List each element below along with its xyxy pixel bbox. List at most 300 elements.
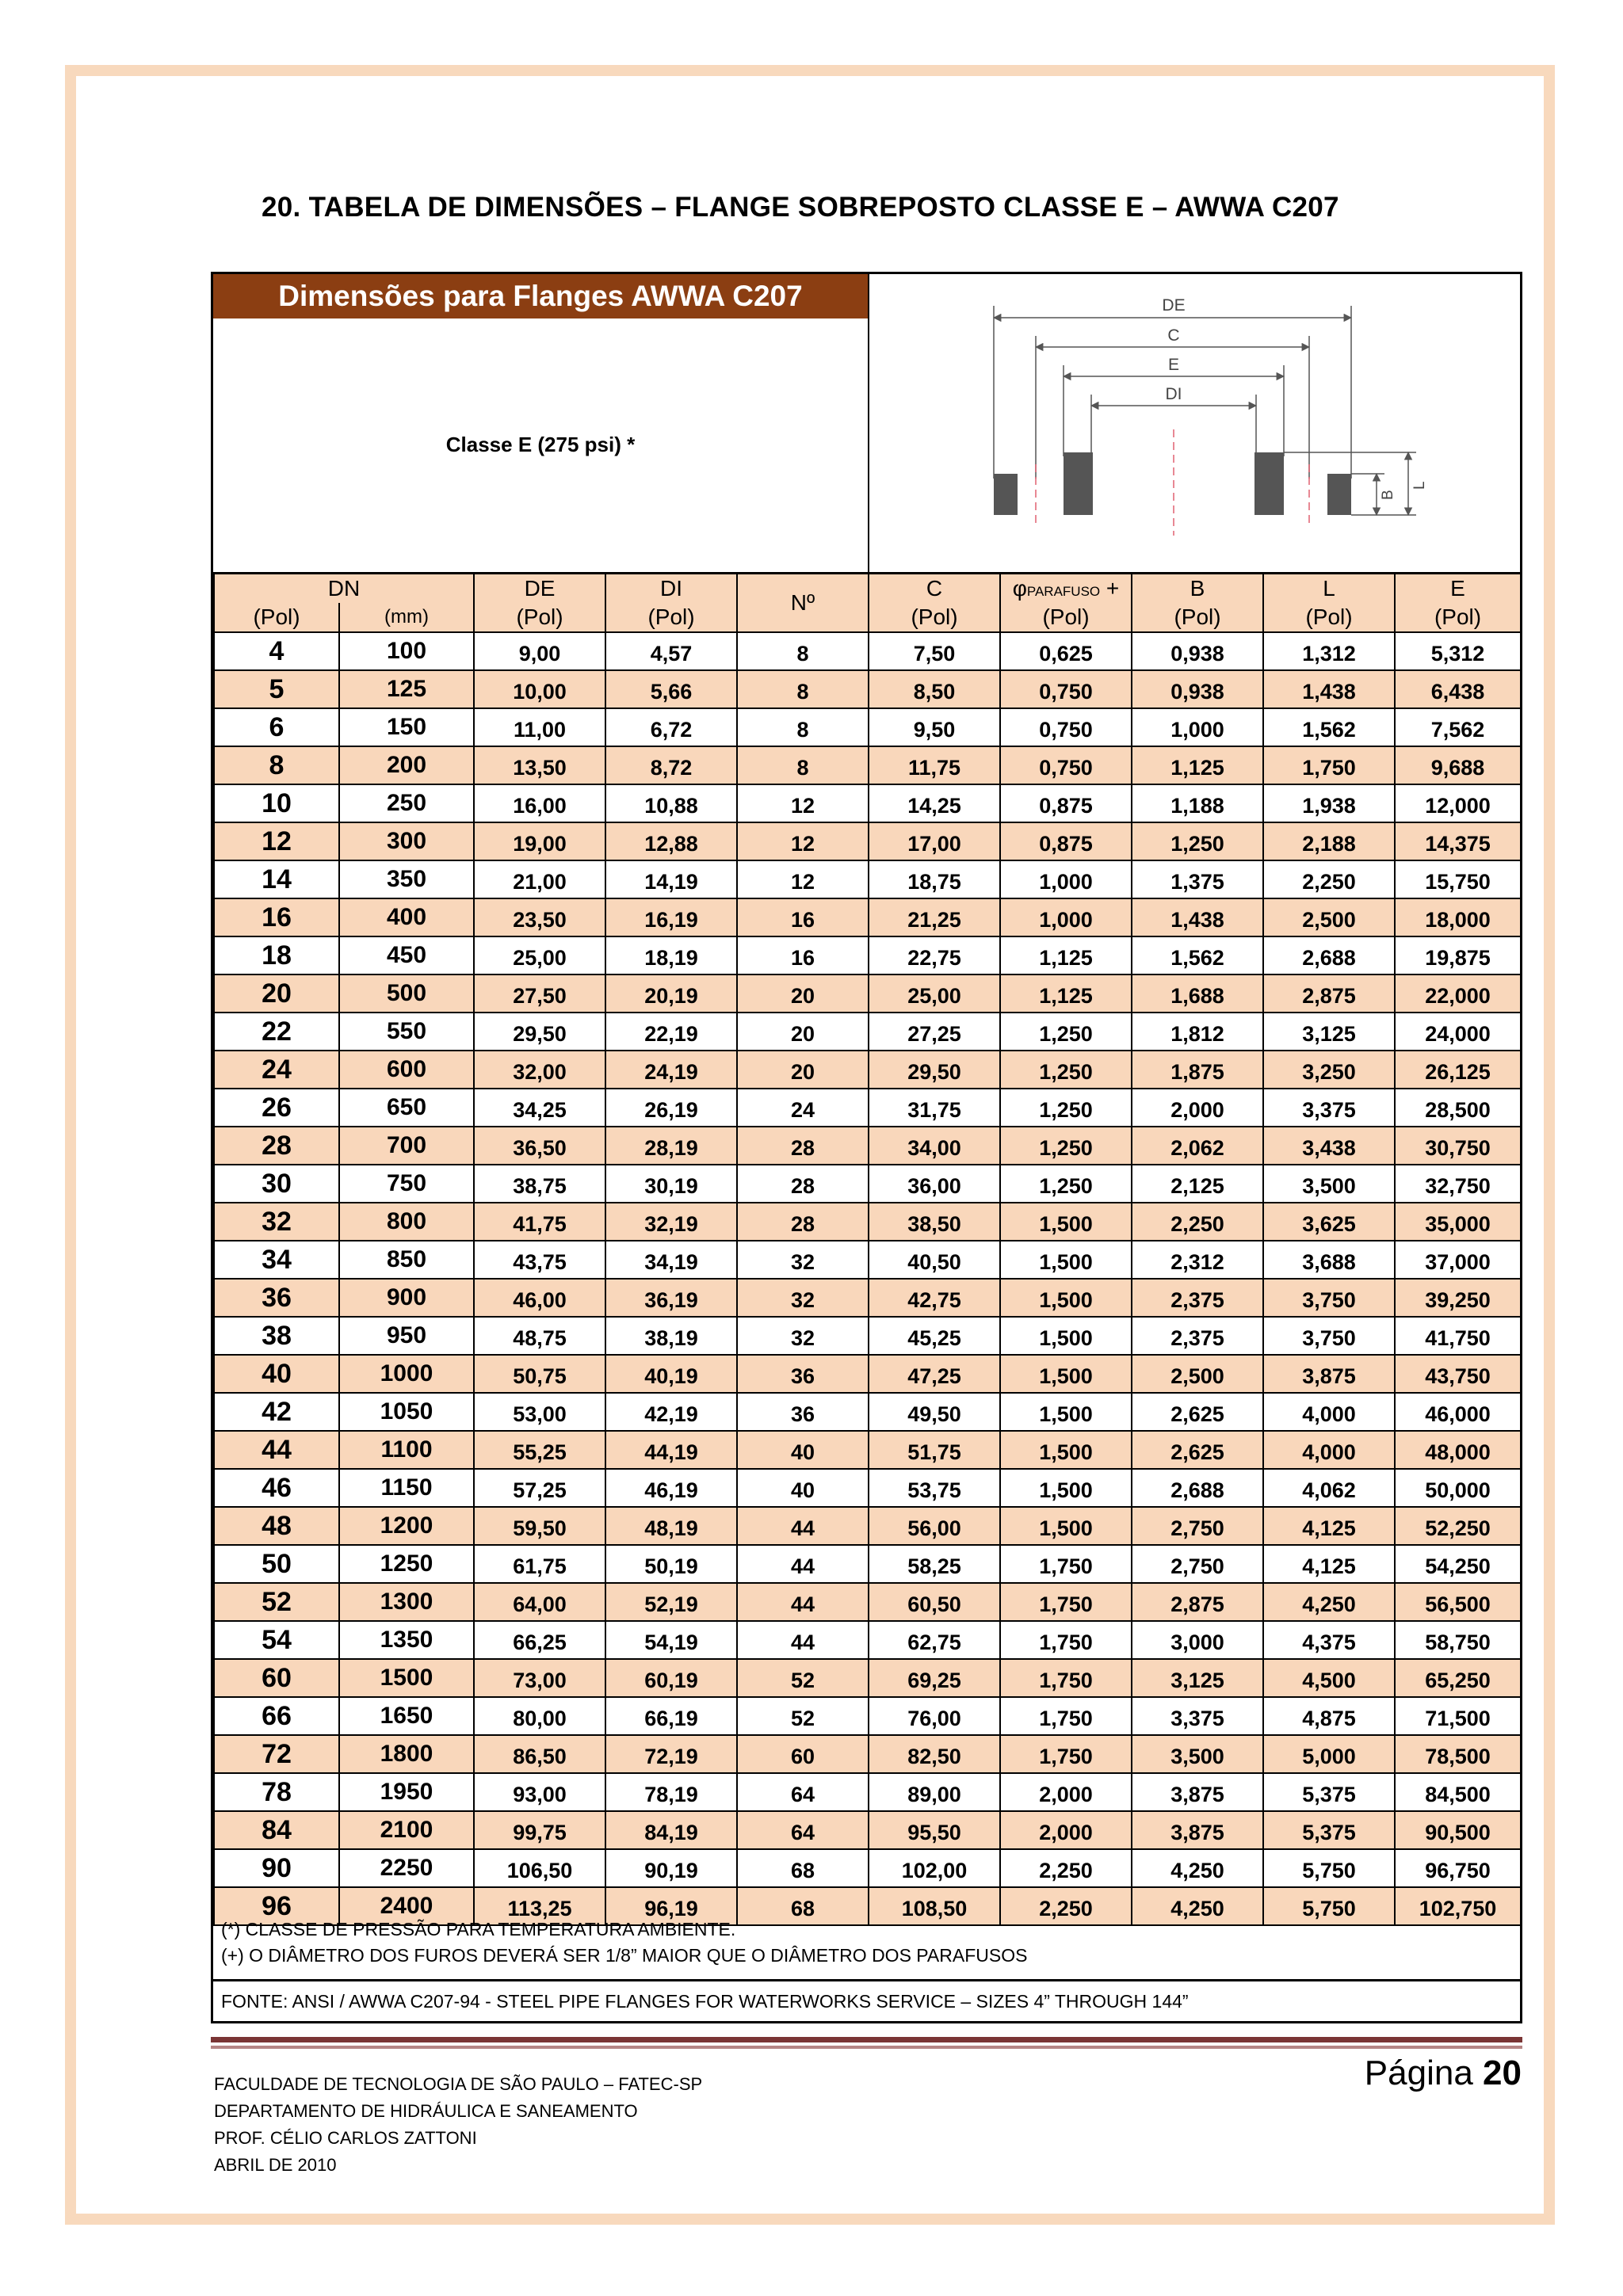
cell-bolt-count: 44 xyxy=(737,1621,869,1659)
cell-c: 22,75 xyxy=(869,936,1000,974)
cell-e: 32,750 xyxy=(1395,1165,1521,1203)
cell-l: 5,000 xyxy=(1263,1735,1395,1773)
cell-dn-mm: 400 xyxy=(339,898,474,936)
cell-dn-pol: 30 xyxy=(214,1165,339,1203)
label-e: E xyxy=(1167,356,1180,374)
cell-dn-mm: 350 xyxy=(339,860,474,898)
cell-bolt-count: 12 xyxy=(737,860,869,898)
cell-dn-mm: 250 xyxy=(339,784,474,822)
cell-dn-pol: 50 xyxy=(214,1545,339,1583)
plus-mark: + xyxy=(1100,576,1120,601)
cell-b: 3,375 xyxy=(1132,1697,1263,1735)
cell-e: 37,000 xyxy=(1395,1241,1521,1279)
cell-bolt-count: 12 xyxy=(737,822,869,860)
cell-l: 3,750 xyxy=(1263,1279,1395,1317)
cell-l: 4,125 xyxy=(1263,1507,1395,1545)
cell-b: 1,250 xyxy=(1132,822,1263,860)
cell-bolt-count: 40 xyxy=(737,1469,869,1507)
cell-l: 4,000 xyxy=(1263,1431,1395,1469)
cell-di: 18,19 xyxy=(605,936,737,974)
cell-di: 5,66 xyxy=(605,670,737,708)
cell-l: 3,375 xyxy=(1263,1089,1395,1127)
cell-b: 1,188 xyxy=(1132,784,1263,822)
cell-de: 11,00 xyxy=(474,708,605,746)
cell-bolt-diameter: 1,125 xyxy=(1000,974,1132,1013)
cell-b: 2,500 xyxy=(1132,1355,1263,1393)
cell-de: 32,00 xyxy=(474,1051,605,1089)
cell-bolt-diameter: 1,500 xyxy=(1000,1203,1132,1241)
cell-bolt-diameter: 0,750 xyxy=(1000,708,1132,746)
cell-b: 2,375 xyxy=(1132,1279,1263,1317)
cell-b: 2,000 xyxy=(1132,1089,1263,1127)
cell-bolt-count: 16 xyxy=(737,936,869,974)
cell-di: 50,19 xyxy=(605,1545,737,1583)
cell-c: 17,00 xyxy=(869,822,1000,860)
cell-de: 113,25 xyxy=(474,1887,605,1925)
cell-di: 20,19 xyxy=(605,974,737,1013)
cell-dn-mm: 300 xyxy=(339,822,474,860)
cell-di: 90,19 xyxy=(605,1849,737,1887)
cell-bolt-diameter: 0,625 xyxy=(1000,632,1132,670)
cell-de: 73,00 xyxy=(474,1659,605,1697)
footer-date: ABRIL DE 2010 xyxy=(214,2155,337,2175)
cell-bolt-count: 44 xyxy=(737,1507,869,1545)
cell-b: 2,375 xyxy=(1132,1317,1263,1355)
cell-dn-pol: 38 xyxy=(214,1317,339,1355)
cell-b: 1,125 xyxy=(1132,746,1263,784)
cell-b: 1,000 xyxy=(1132,708,1263,746)
cell-e: 7,562 xyxy=(1395,708,1521,746)
cell-e: 6,438 xyxy=(1395,670,1521,708)
cell-l: 1,938 xyxy=(1263,784,1395,822)
cell-bolt-count: 32 xyxy=(737,1279,869,1317)
cell-bolt-count: 12 xyxy=(737,784,869,822)
cell-de: 43,75 xyxy=(474,1241,605,1279)
cell-bolt-diameter: 1,750 xyxy=(1000,1735,1132,1773)
cell-c: 21,25 xyxy=(869,898,1000,936)
cell-dn-mm: 850 xyxy=(339,1241,474,1279)
document-title: 20. TABELA DE DIMENSÕES – FLANGE SOBREPOSTO CLASSE E – AWWA C207 xyxy=(262,192,1339,223)
cell-bolt-count: 8 xyxy=(737,708,869,746)
cell-e: 102,750 xyxy=(1395,1887,1521,1925)
cell-e: 41,750 xyxy=(1395,1317,1521,1355)
cell-bolt-diameter: 2,000 xyxy=(1000,1811,1132,1849)
cell-e: 35,000 xyxy=(1395,1203,1521,1241)
cell-c: 51,75 xyxy=(869,1431,1000,1469)
table-row xyxy=(214,898,1521,936)
cell-dn-mm: 2250 xyxy=(339,1849,474,1887)
cell-c: 7,50 xyxy=(869,632,1000,670)
cell-de: 55,25 xyxy=(474,1431,605,1469)
cell-b: 2,750 xyxy=(1132,1507,1263,1545)
cell-e: 22,000 xyxy=(1395,974,1521,1013)
cell-bolt-count: 36 xyxy=(737,1393,869,1431)
cell-di: 38,19 xyxy=(605,1317,737,1355)
table-row xyxy=(214,1203,1521,1241)
table-row xyxy=(214,1659,1521,1697)
footer-professor: PROF. CÉLIO CARLOS ZATTONI xyxy=(214,2128,477,2148)
cell-l: 1,438 xyxy=(1263,670,1395,708)
cell-bolt-count: 64 xyxy=(737,1811,869,1849)
cell-di: 8,72 xyxy=(605,746,737,784)
phi-symbol: φ xyxy=(1012,576,1027,601)
cell-de: 57,25 xyxy=(474,1469,605,1507)
cell-c: 62,75 xyxy=(869,1621,1000,1659)
cell-b: 1,562 xyxy=(1132,936,1263,974)
cell-di: 78,19 xyxy=(605,1773,737,1811)
cell-dn-pol: 78 xyxy=(214,1773,339,1811)
cell-dn-mm: 1800 xyxy=(339,1735,474,1773)
col-dn: DN xyxy=(214,574,474,603)
cell-b: 2,250 xyxy=(1132,1203,1263,1241)
cell-bolt-diameter: 1,500 xyxy=(1000,1241,1132,1279)
cell-bolt-count: 52 xyxy=(737,1659,869,1697)
cell-dn-mm: 700 xyxy=(339,1127,474,1165)
cell-di: 60,19 xyxy=(605,1659,737,1697)
cell-b: 3,875 xyxy=(1132,1773,1263,1811)
cell-l: 4,500 xyxy=(1263,1659,1395,1697)
cell-dn-mm: 125 xyxy=(339,670,474,708)
unit-parafuso: (Pol) xyxy=(1000,603,1132,632)
cell-bolt-count: 20 xyxy=(737,974,869,1013)
table-row xyxy=(214,670,1521,708)
cell-b: 3,875 xyxy=(1132,1811,1263,1849)
label-b: B xyxy=(1380,490,1396,500)
cell-de: 66,25 xyxy=(474,1621,605,1659)
unit-dn-mm: (mm) xyxy=(339,603,474,632)
cell-e: 5,312 xyxy=(1395,632,1521,670)
cell-dn-pol: 60 xyxy=(214,1659,339,1697)
cell-dn-pol: 44 xyxy=(214,1431,339,1469)
cell-de: 53,00 xyxy=(474,1393,605,1431)
cell-c: 82,50 xyxy=(869,1735,1000,1773)
cell-c: 29,50 xyxy=(869,1051,1000,1089)
cell-l: 3,625 xyxy=(1263,1203,1395,1241)
table-row xyxy=(214,1013,1521,1051)
cell-l: 4,375 xyxy=(1263,1621,1395,1659)
flange-dimensions-table xyxy=(213,573,1522,1926)
cell-e: 84,500 xyxy=(1395,1773,1521,1811)
footer-institution: FACULDADE DE TECNOLOGIA DE SÃO PAULO – FATEC-SP xyxy=(214,2074,703,2094)
cell-dn-pol: 34 xyxy=(214,1241,339,1279)
cell-dn-pol: 28 xyxy=(214,1127,339,1165)
cell-dn-pol: 42 xyxy=(214,1393,339,1431)
table-row xyxy=(214,1545,1521,1583)
cell-bolt-count: 28 xyxy=(737,1203,869,1241)
cell-dn-pol: 72 xyxy=(214,1735,339,1773)
table-row xyxy=(214,784,1521,822)
cell-bolt-count: 8 xyxy=(737,632,869,670)
table-row xyxy=(214,708,1521,746)
col-no: Nº xyxy=(737,574,869,632)
col-l: L xyxy=(1263,574,1395,603)
cell-dn-pol: 5 xyxy=(214,670,339,708)
cell-bolt-count: 20 xyxy=(737,1051,869,1089)
cell-bolt-diameter: 1,500 xyxy=(1000,1355,1132,1393)
cell-c: 14,25 xyxy=(869,784,1000,822)
cell-di: 36,19 xyxy=(605,1279,737,1317)
cell-de: 19,00 xyxy=(474,822,605,860)
cell-dn-pol: 46 xyxy=(214,1469,339,1507)
cell-dn-pol: 48 xyxy=(214,1507,339,1545)
cell-dn-pol: 20 xyxy=(214,974,339,1013)
cell-c: 27,25 xyxy=(869,1013,1000,1051)
label-di: DI xyxy=(1165,385,1182,403)
cell-b: 3,500 xyxy=(1132,1735,1263,1773)
cell-l: 1,312 xyxy=(1263,632,1395,670)
table-row xyxy=(214,936,1521,974)
cell-dn-pol: 18 xyxy=(214,936,339,974)
page-label: Página xyxy=(1364,2054,1473,2092)
cell-dn-mm: 900 xyxy=(339,1279,474,1317)
cell-c: 36,00 xyxy=(869,1165,1000,1203)
cell-e: 56,500 xyxy=(1395,1583,1521,1621)
table-row xyxy=(214,1051,1521,1089)
cell-b: 2,875 xyxy=(1132,1583,1263,1621)
col-parafuso xyxy=(1000,574,1132,603)
cell-de: 48,75 xyxy=(474,1317,605,1355)
cell-bolt-diameter: 1,250 xyxy=(1000,1013,1132,1051)
table-notes xyxy=(213,1909,1520,1981)
cell-b: 2,750 xyxy=(1132,1545,1263,1583)
cell-b: 2,312 xyxy=(1132,1241,1263,1279)
cell-b: 0,938 xyxy=(1132,632,1263,670)
cell-e: 12,000 xyxy=(1395,784,1521,822)
table-row xyxy=(214,1355,1521,1393)
table-row xyxy=(214,1089,1521,1127)
cell-l: 2,188 xyxy=(1263,822,1395,860)
cell-dn-mm: 1350 xyxy=(339,1621,474,1659)
cell-dn-pol: 66 xyxy=(214,1697,339,1735)
col-e: E xyxy=(1395,574,1521,603)
table-row xyxy=(214,1279,1521,1317)
cell-de: 61,75 xyxy=(474,1545,605,1583)
cell-bolt-count: 60 xyxy=(737,1735,869,1773)
cell-dn-mm: 1100 xyxy=(339,1431,474,1469)
cell-de: 16,00 xyxy=(474,784,605,822)
table-row xyxy=(214,1621,1521,1659)
cell-di: 46,19 xyxy=(605,1469,737,1507)
cell-de: 34,25 xyxy=(474,1089,605,1127)
cell-de: 46,00 xyxy=(474,1279,605,1317)
cell-bolt-count: 16 xyxy=(737,898,869,936)
cell-l: 3,125 xyxy=(1263,1013,1395,1051)
label-l: L xyxy=(1411,481,1428,490)
cell-dn-mm: 800 xyxy=(339,1203,474,1241)
cell-di: 96,19 xyxy=(605,1887,737,1925)
table-row xyxy=(214,1393,1521,1431)
cell-e: 90,500 xyxy=(1395,1811,1521,1849)
cell-b: 2,625 xyxy=(1132,1431,1263,1469)
cell-dn-mm: 2400 xyxy=(339,1887,474,1925)
table-row xyxy=(214,1241,1521,1279)
cell-c: 11,75 xyxy=(869,746,1000,784)
cell-l: 3,688 xyxy=(1263,1241,1395,1279)
cell-dn-pol: 90 xyxy=(214,1849,339,1887)
table-row xyxy=(214,1127,1521,1165)
cell-dn-mm: 1300 xyxy=(339,1583,474,1621)
cell-e: 71,500 xyxy=(1395,1697,1521,1735)
cell-de: 93,00 xyxy=(474,1773,605,1811)
cell-de: 80,00 xyxy=(474,1697,605,1735)
cell-bolt-diameter: 1,750 xyxy=(1000,1545,1132,1583)
cell-dn-mm: 1000 xyxy=(339,1355,474,1393)
cell-bolt-count: 32 xyxy=(737,1317,869,1355)
table-row xyxy=(214,1849,1521,1887)
cell-b: 1,438 xyxy=(1132,898,1263,936)
table-head xyxy=(214,574,1521,632)
cell-bolt-diameter: 2,250 xyxy=(1000,1887,1132,1925)
cell-dn-pol: 6 xyxy=(214,708,339,746)
cell-bolt-diameter: 1,250 xyxy=(1000,1051,1132,1089)
cell-de: 29,50 xyxy=(474,1013,605,1051)
cell-dn-pol: 40 xyxy=(214,1355,339,1393)
cell-l: 2,875 xyxy=(1263,974,1395,1013)
cell-bolt-diameter: 1,500 xyxy=(1000,1507,1132,1545)
cell-c: 58,25 xyxy=(869,1545,1000,1583)
cell-bolt-count: 64 xyxy=(737,1773,869,1811)
flange-cross-section-svg xyxy=(869,274,1520,572)
cell-e: 54,250 xyxy=(1395,1545,1521,1583)
cell-e: 50,000 xyxy=(1395,1469,1521,1507)
cell-de: 41,75 xyxy=(474,1203,605,1241)
cell-dn-mm: 750 xyxy=(339,1165,474,1203)
cell-l: 4,000 xyxy=(1263,1393,1395,1431)
cell-l: 3,250 xyxy=(1263,1051,1395,1089)
header-row-1 xyxy=(214,574,1521,603)
cell-c: 95,50 xyxy=(869,1811,1000,1849)
cell-bolt-count: 40 xyxy=(737,1431,869,1469)
cell-b: 3,000 xyxy=(1132,1621,1263,1659)
cell-bolt-diameter: 1,125 xyxy=(1000,936,1132,974)
cell-e: 48,000 xyxy=(1395,1431,1521,1469)
cell-c: 53,75 xyxy=(869,1469,1000,1507)
cell-c: 49,50 xyxy=(869,1393,1000,1431)
cell-bolt-diameter: 1,250 xyxy=(1000,1089,1132,1127)
cell-bolt-diameter: 1,250 xyxy=(1000,1127,1132,1165)
cell-c: 56,00 xyxy=(869,1507,1000,1545)
cell-l: 4,250 xyxy=(1263,1583,1395,1621)
cell-di: 42,19 xyxy=(605,1393,737,1431)
cell-e: 58,750 xyxy=(1395,1621,1521,1659)
table-row xyxy=(214,1507,1521,1545)
table-row xyxy=(214,1735,1521,1773)
cell-de: 27,50 xyxy=(474,974,605,1013)
col-de: DE xyxy=(474,574,605,603)
cell-bolt-count: 32 xyxy=(737,1241,869,1279)
cell-c: 8,50 xyxy=(869,670,1000,708)
cell-c: 9,50 xyxy=(869,708,1000,746)
cell-de: 25,00 xyxy=(474,936,605,974)
cell-dn-pol: 84 xyxy=(214,1811,339,1849)
cell-dn-mm: 1650 xyxy=(339,1697,474,1735)
cell-dn-mm: 2100 xyxy=(339,1811,474,1849)
cell-di: 16,19 xyxy=(605,898,737,936)
cell-dn-mm: 200 xyxy=(339,746,474,784)
cell-b: 1,812 xyxy=(1132,1013,1263,1051)
page-number xyxy=(1365,2054,1522,2093)
cell-dn-mm: 550 xyxy=(339,1013,474,1051)
cell-dn-mm: 650 xyxy=(339,1089,474,1127)
cell-di: 44,19 xyxy=(605,1431,737,1469)
cell-l: 5,375 xyxy=(1263,1811,1395,1849)
cell-b: 3,125 xyxy=(1132,1659,1263,1697)
cell-b: 2,688 xyxy=(1132,1469,1263,1507)
cell-bolt-diameter: 0,750 xyxy=(1000,670,1132,708)
cell-di: 10,88 xyxy=(605,784,737,822)
cell-l: 5,750 xyxy=(1263,1849,1395,1887)
cell-dn-pol: 4 xyxy=(214,632,339,670)
cell-dn-mm: 1200 xyxy=(339,1507,474,1545)
table-row xyxy=(214,1697,1521,1735)
cell-c: 34,00 xyxy=(869,1127,1000,1165)
cell-dn-mm: 1250 xyxy=(339,1545,474,1583)
cell-dn-pol: 32 xyxy=(214,1203,339,1241)
table-header-left xyxy=(213,274,869,574)
cell-de: 86,50 xyxy=(474,1735,605,1773)
footer-rule-thin xyxy=(211,2046,1522,2049)
cell-e: 18,000 xyxy=(1395,898,1521,936)
cell-e: 96,750 xyxy=(1395,1849,1521,1887)
cell-di: 72,19 xyxy=(605,1735,737,1773)
cell-bolt-diameter: 1,500 xyxy=(1000,1279,1132,1317)
cell-de: 21,00 xyxy=(474,860,605,898)
cell-b: 0,938 xyxy=(1132,670,1263,708)
cell-di: 84,19 xyxy=(605,1811,737,1849)
cell-e: 9,688 xyxy=(1395,746,1521,784)
cell-bolt-diameter: 0,875 xyxy=(1000,822,1132,860)
cell-l: 2,250 xyxy=(1263,860,1395,898)
flange-diagram xyxy=(869,274,1520,574)
cell-di: 12,88 xyxy=(605,822,737,860)
cell-bolt-count: 28 xyxy=(737,1165,869,1203)
cell-c: 76,00 xyxy=(869,1697,1000,1735)
col-di: DI xyxy=(605,574,737,603)
cell-dn-pol: 10 xyxy=(214,784,339,822)
cell-c: 60,50 xyxy=(869,1583,1000,1621)
cell-dn-mm: 1950 xyxy=(339,1773,474,1811)
cell-e: 19,875 xyxy=(1395,936,1521,974)
unit-l: (Pol) xyxy=(1263,603,1395,632)
table-row xyxy=(214,1431,1521,1469)
cell-bolt-diameter: 1,750 xyxy=(1000,1583,1132,1621)
cell-bolt-diameter: 2,000 xyxy=(1000,1773,1132,1811)
table-row xyxy=(214,1317,1521,1355)
cell-de: 13,50 xyxy=(474,746,605,784)
footer-rule xyxy=(211,2037,1522,2042)
cell-l: 1,562 xyxy=(1263,708,1395,746)
cell-b: 1,375 xyxy=(1132,860,1263,898)
cell-bolt-diameter: 2,250 xyxy=(1000,1849,1132,1887)
label-c: C xyxy=(1167,326,1180,345)
cell-de: 9,00 xyxy=(474,632,605,670)
note-pressure-class: (*) CLASSE DE PRESSÃO PARA TEMPERATURA AMBIENTE. xyxy=(221,1919,736,1939)
cell-l: 5,750 xyxy=(1263,1887,1395,1925)
cell-c: 102,00 xyxy=(869,1849,1000,1887)
table-row xyxy=(214,1583,1521,1621)
cell-dn-mm: 150 xyxy=(339,708,474,746)
cell-dn-pol: 14 xyxy=(214,860,339,898)
cell-c: 108,50 xyxy=(869,1887,1000,1925)
cell-di: 24,19 xyxy=(605,1051,737,1089)
table-row xyxy=(214,632,1521,670)
unit-e: (Pol) xyxy=(1395,603,1521,632)
cell-l: 5,375 xyxy=(1263,1773,1395,1811)
cell-bolt-diameter: 1,500 xyxy=(1000,1317,1132,1355)
cell-di: 30,19 xyxy=(605,1165,737,1203)
cell-dn-pol: 24 xyxy=(214,1051,339,1089)
cell-di: 54,19 xyxy=(605,1621,737,1659)
